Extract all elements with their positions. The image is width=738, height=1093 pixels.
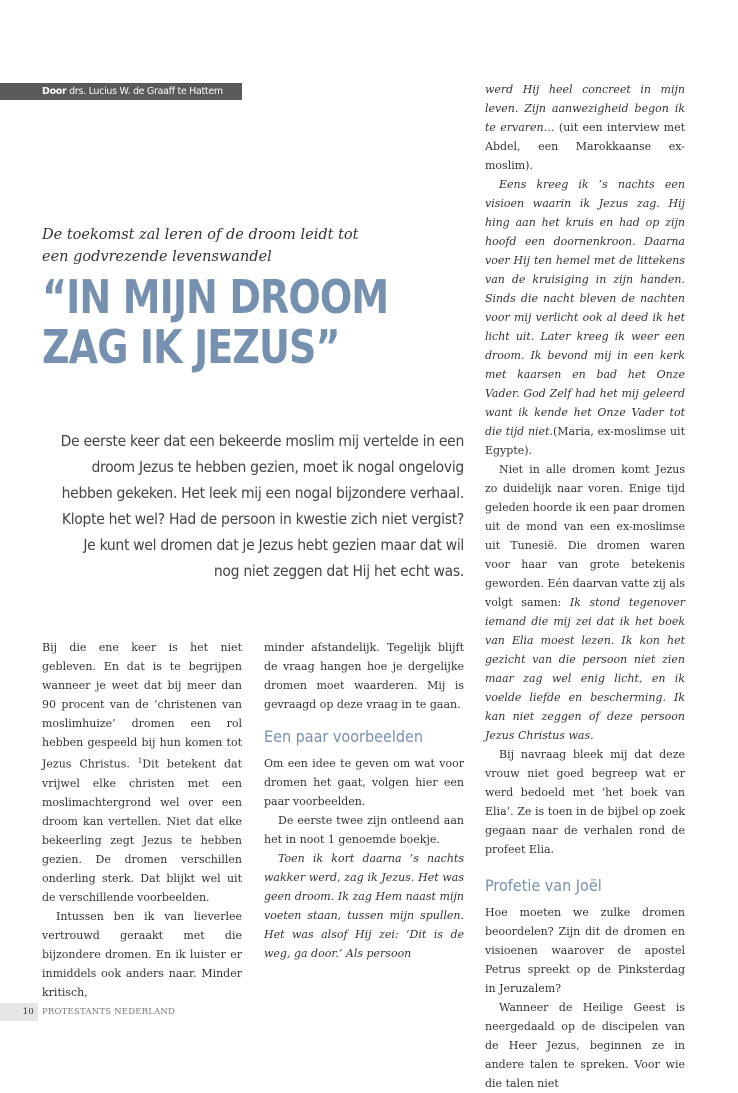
quote-text: Eens kreeg ik ’s nachts een visioen waarin ik Jezus zag. Hij hing aan het kruis en had op zijn hoofd een doornenkroon. Daarna voer Hij ten hemel met de littekens van de kruisiging in zijn handen. Sinds die nacht bleven de nachten voor mij verlicht ook al deed ik het licht uit. Later kreeg ik weer een droom. Ik bevond mij in een kerk met kaarsen en bad het Onze Vader. God Zelf had het mij geleerd want ik kende het Onze Vader tot die tijd niet.: [485, 178, 685, 438]
text-column-2: [264, 638, 464, 963]
paragraph: [485, 460, 685, 745]
paragraph: De eerste twee zijn ontleend aan het in noot 1 genoemde boekje.: [264, 814, 464, 846]
paragraph: Hoe moeten we zulke dromen beoordelen? Zijn dit de dromen en visioenen waarover de apostel Petrus spreekt op de Pinksterdag in Jeruzalem?: [485, 906, 685, 995]
headline-line-2: ZAG IK JEZUS”: [42, 320, 340, 374]
paragraph: Intussen ben ik van lieverlee vertrouwd geraakt met die bijzondere dromen. En ik luister er inmiddels ook anders naar. Minder kritisch,: [42, 909, 242, 999]
byline-author: drs. Lucius W. de Graaff te Hattem: [69, 86, 223, 97]
page-number: 10: [0, 1003, 38, 1021]
section-heading: Profetie van Joël: [485, 876, 602, 895]
byline-prefix: Door: [42, 86, 67, 97]
section-heading: Een paar voorbeelden: [264, 727, 423, 746]
text: (uit een interview met Abdel, een Marokkaanse ex-moslim).: [485, 121, 686, 172]
quote-text: werd Hij heel concreet in mijn leven. Zijn aanwezigheid begon ik te ervaren…: [485, 83, 685, 134]
article-subtitle: De toekomst zal leren of de droom leidt tot een godvrezende levenswandel: [42, 227, 359, 265]
text: Bij die ene keer is het niet gebleven. En dat is te begrijpen wanneer je weet dat bij meer dan 90 procent van de ‘christenen van moslimhuize’ dromen een rol hebben gespeeld bij hun komen tot Jezus Christus.: [42, 641, 242, 771]
paragraph: Wanneer de Heilige Geest is neergedaald op de discipelen van de Heer Jezus, beginnen ze in andere talen te spreken. Voor wie die talen niet: [485, 1001, 685, 1090]
quote-paragraph: Toen ik kort daarna ’s nachts wakker werd, zag ik Jezus. Het was geen droom. Ik zag Hem naast mijn voeten staan, tussen mijn spullen. Het was alsof Hij zei: ‘Dit is de weg, ga door.’ Als persoon: [264, 852, 464, 960]
footnote-marker: 1: [137, 757, 143, 765]
paragraph: Bij navraag bleek mij dat deze vrouw niet goed begreep wat er werd bedoeld met ‘het boek van Elia’. Ze is toen in de bijbel op zoek gegaan naar de verhalen rond de profeet Elia.: [485, 748, 685, 856]
paragraph: [42, 638, 242, 907]
article-headline: [42, 272, 428, 372]
paragraph: [485, 80, 685, 175]
quote-text: Ik stond tegenover iemand die mij zei dat ik het boek van Elia moest lezen. Ik kon het gezicht van die persoon niet zien maar zag wel enig licht, en ik voelde liefde en bescherming. Ik kan niet zeggen of deze persoon Jezus Christus was.: [485, 596, 685, 742]
lead-paragraph: De eerste keer dat een bekeerde moslim mij vertelde in een droom Jezus te hebben gezien, moet ik nogal ongelovig hebben gekeken. Het leek mij een nogal bijzondere verhaal. Klopte het wel? Had de persoon in kwestie zich niet vergist? Je kunt wel dromen dat je Jezus hebt gezien maar dat wil nog niet zeggen dat Hij het echt was.: [60, 432, 464, 580]
headline-line-1: “IN MIJN DROOM: [42, 270, 389, 324]
paragraph: [485, 175, 685, 460]
text: (Maria, ex-moslimse uit Egypte).: [485, 425, 685, 457]
publication-name: PROTESTANTS NEDERLAND: [42, 1007, 176, 1017]
text-column-1: [42, 638, 242, 1002]
byline-bar: [0, 83, 242, 100]
paragraph: minder afstandelijk. Tegelijk blijft de vraag hangen hoe je dergelijke dromen moet waarderen. Mij is gevraagd op deze vraag in te gaan.: [264, 641, 464, 711]
page-footer: [0, 1003, 200, 1021]
paragraph: Om een idee te geven om wat voor dromen het gaat, volgen hier een paar voorbeelden.: [264, 757, 464, 808]
text: Dit betekent dat vrijwel elke christen met een moslimachtergrond wel over een droom kan vertellen. Niet dat elke bekeerling zegt Jezus te hebben gezien. De dromen verschillen onderling sterk. Dat blijkt wel uit de verschillende voorbeelden.: [42, 757, 242, 904]
text: Niet in alle dromen komt Jezus zo duidelijk naar voren. Enige tijd geleden hoorde ik een paar dromen uit de mond van een ex-moslimse uit Tunesië. Die dromen waren voor haar van grote betekenis geworden. Eén daarvan vatte zij als volgt samen:: [485, 463, 685, 609]
text-column-3: [485, 80, 685, 1093]
